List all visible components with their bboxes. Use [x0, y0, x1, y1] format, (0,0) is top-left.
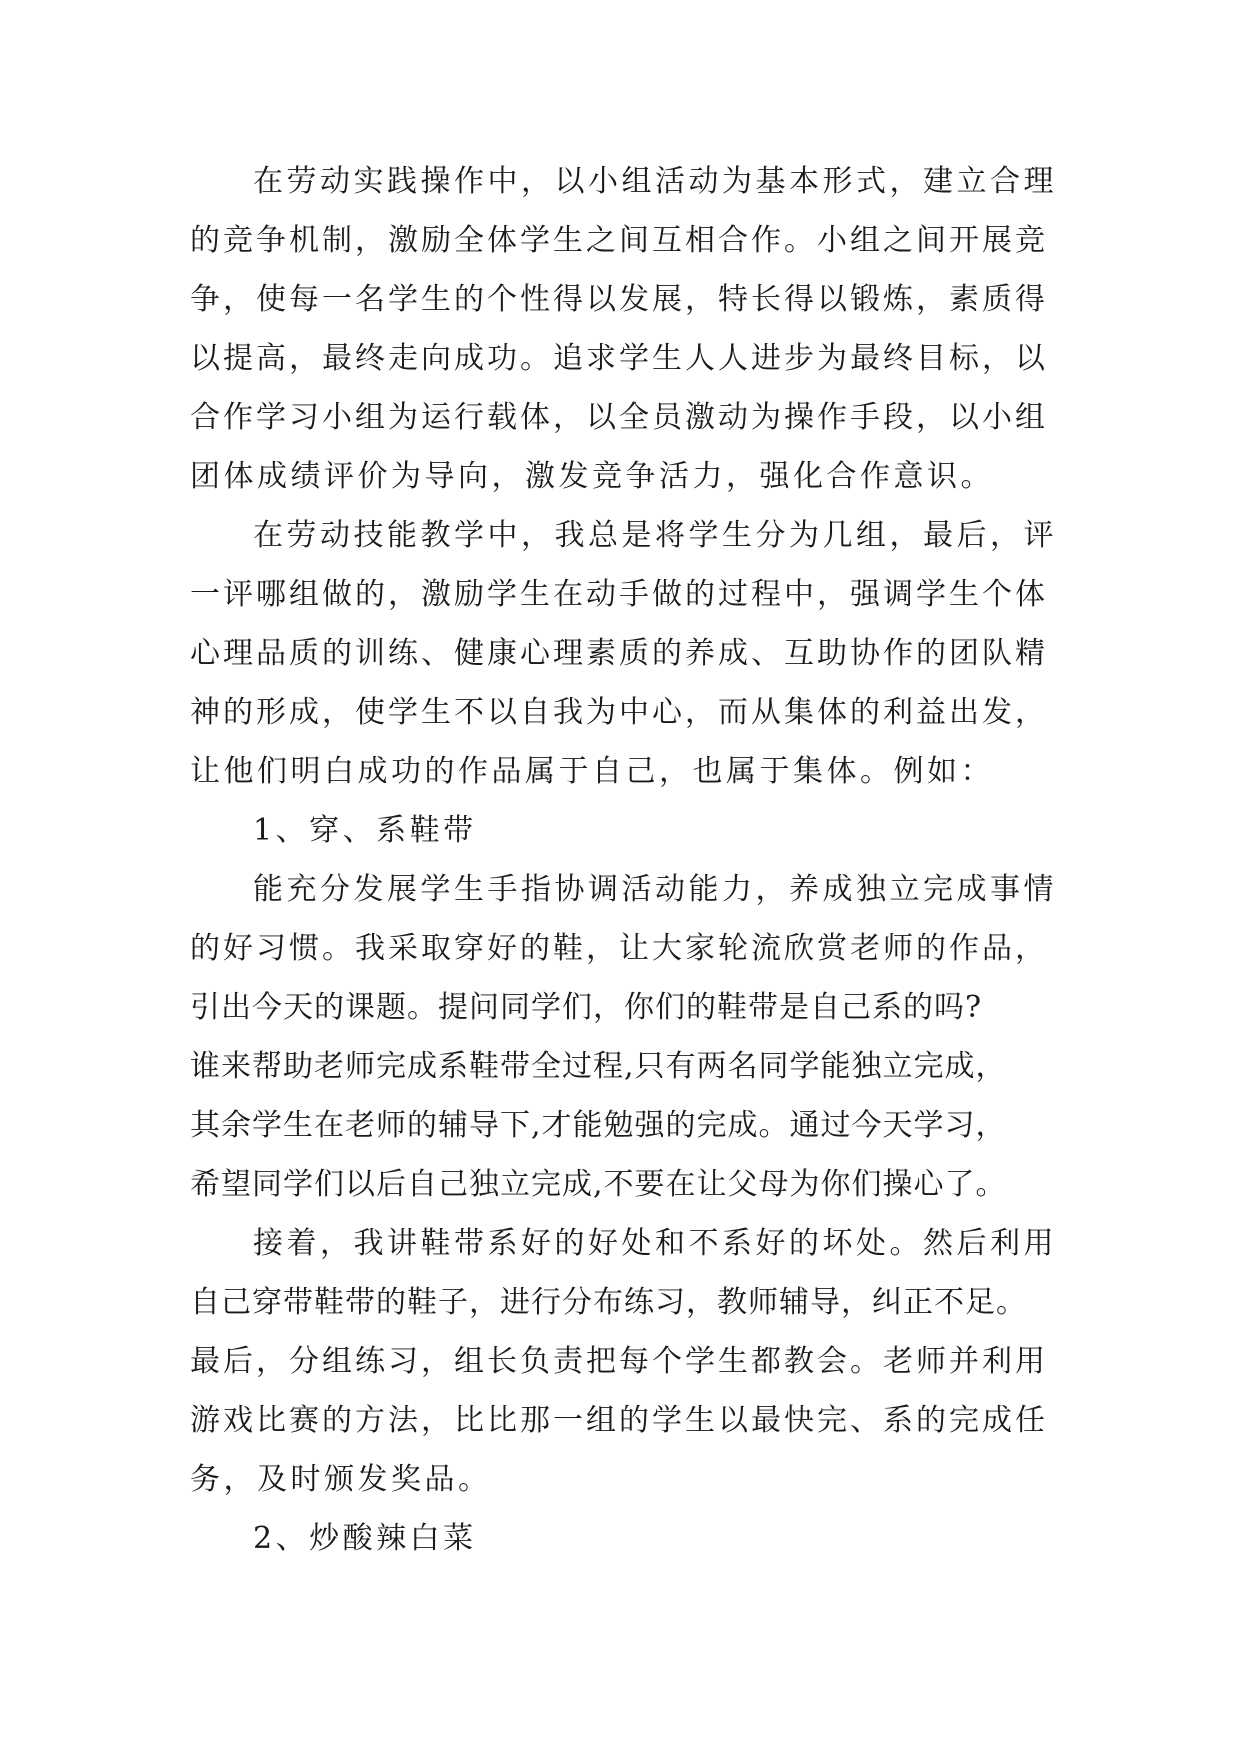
text-line: 合作学习小组为运行载体，以全员激动为操作手段，以小组: [190, 400, 1048, 435]
text-line: 接着，我讲鞋带系好的好处和不系好的坏处。然后利用: [253, 1226, 1057, 1261]
text-line: 让他们明白成功的作品属于自己，也属于集体。例如：: [190, 754, 994, 789]
text-line: 团体成绩评价为导向，激发竞争活力，强化合作意识。: [190, 459, 994, 494]
text-line: 能充分发展学生手指协调活动能力，养成独立完成事情: [253, 872, 1057, 907]
text-line: 的好习惯。我采取穿好的鞋，让大家轮流欣赏老师的作品，: [190, 931, 1048, 966]
text-line: 的竞争机制，激励全体学生之间互相合作。小组之间开展竞: [190, 223, 1048, 258]
text-line: 一评哪组做的，激励学生在动手做的过程中，强调学生个体: [190, 577, 1048, 612]
text-line: 最后，分组练习，组长负责把每个学生都教会。老师并利用: [190, 1344, 1048, 1379]
section-heading-text: 2、炒酸辣白菜: [253, 1521, 477, 1556]
paragraph-3: [190, 860, 1060, 1214]
paragraph-4: [190, 1214, 1060, 1509]
paragraph-2: [190, 506, 1060, 801]
text-line: 心理品质的训练、健康心理素质的养成、互助协作的团队精: [190, 636, 1048, 671]
section-heading-2: [190, 1509, 1060, 1568]
text-line: 神的形成，使学生不以自我为中心，而从集体的利益出发，: [190, 695, 1048, 730]
paragraph-1: [190, 152, 1060, 506]
section-heading-1: [190, 801, 1060, 860]
text-line: 谁来帮助老师完成系鞋带全过程,只有两名同学能独立完成，: [190, 1049, 1007, 1084]
text-line: 游戏比赛的方法，比比那一组的学生以最快完、系的完成任: [190, 1403, 1048, 1438]
text-line: 自己穿带鞋带的鞋子，进行分布练习，教师辅导，纠正不足。: [190, 1285, 1027, 1320]
text-line: 其余学生在老师的辅导下,才能勉强的完成。通过今天学习，: [190, 1108, 1007, 1143]
text-line: 引出今天的课题。提问同学们，你们的鞋带是自己系的吗?: [190, 990, 983, 1025]
text-line: 争，使每一名学生的个性得以发展，特长得以锻炼，素质得: [190, 282, 1048, 317]
text-line: 希望同学们以后自己独立完成,不要在让父母为你们操心了。: [190, 1167, 1007, 1202]
document-body: [190, 152, 1060, 1568]
text-line: 在劳动技能教学中，我总是将学生分为几组，最后，评: [253, 518, 1057, 553]
text-line: 以提高，最终走向成功。追求学生人人进步为最终目标，以: [190, 341, 1048, 376]
text-line: 在劳动实践操作中，以小组活动为基本形式，建立合理: [253, 164, 1057, 199]
section-heading-text: 1、穿、系鞋带: [253, 813, 477, 848]
text-line: 务，及时颁发奖品。: [190, 1462, 492, 1497]
